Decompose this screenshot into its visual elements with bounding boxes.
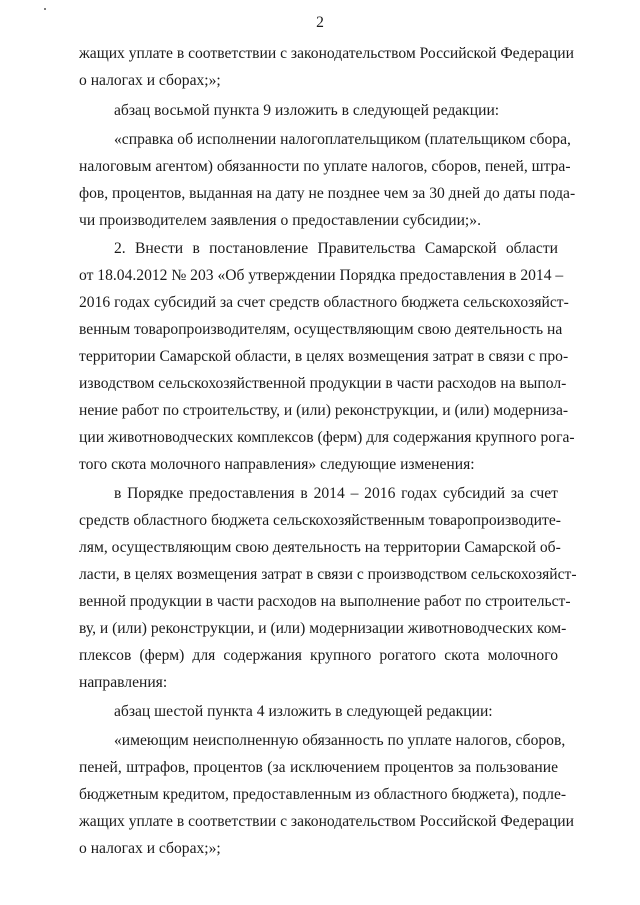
text-line: от 18.04.2012 № 203 «Об утверждении Порядка предоставления в 2014 – — [79, 267, 564, 284]
text-line: налоговым агентом) обязанности по уплате налогов, сборов, пеней, штра- — [79, 158, 571, 175]
text-line: ву, и (или) реконструкции, и (или) модернизации животноводческих ком- — [79, 620, 567, 637]
text-line: венным товаропроизводителям, осуществляющим свою деятельность на — [79, 321, 563, 338]
text-line: в Порядке предоставления в 2014 – 2016 годах субсидий за счет — [114, 485, 558, 502]
text-line: «справка об исполнении налогоплательщиком (плательщиком сбора, — [114, 131, 571, 148]
text-line: жащих уплате в соответствии с законодательством Российской Федерации — [79, 45, 574, 62]
text-line: абзац восьмой пункта 9 изложить в следующей редакции: — [114, 102, 500, 119]
text-line: средств областного бюджета сельскохозяйственным товаропроизводите- — [79, 512, 561, 529]
text-line: плексов (ферм) для содержания крупного рогатого скота молочного — [79, 647, 558, 664]
text-line: фов, процентов, выданная на дату не позднее чем за 30 дней до даты пода- — [79, 185, 576, 202]
text-line: 2. Внести в постановление Правительства Самарской области — [114, 240, 558, 257]
text-line: лям, осуществляющим свою деятельность на территории Самарской об- — [79, 539, 561, 556]
text-line: направления: — [79, 674, 168, 691]
text-line: «имеющим неисполненную обязанность по уплате налогов, сборов, — [114, 732, 566, 749]
text-line: венной продукции в части расходов на выполнение работ по строительст- — [79, 593, 571, 610]
scan-speck — [44, 8, 46, 10]
text-line: территории Самарской области, в целях возмещения затрат в связи с про- — [79, 348, 569, 365]
text-line: пеней, штрафов, процентов (за исключением процентов за пользование — [79, 759, 558, 776]
text-line: ласти, в целях возмещения затрат в связи с производством сельскохозяйст- — [79, 566, 577, 583]
text-line: чи производителем заявления о предоставлении субсидии;». — [79, 212, 481, 229]
text-line: абзац шестой пункта 4 изложить в следующей редакции: — [114, 703, 493, 720]
page-number: 2 — [316, 14, 324, 31]
text-line: того скота молочного направления» следующие изменения: — [79, 456, 475, 473]
text-line: о налогах и сборах;»; — [79, 840, 221, 857]
text-line: бюджетным кредитом, предоставленным из областного бюджета), подле- — [79, 786, 567, 803]
text-line: ции животноводческих комплексов (ферм) для содержания крупного рога- — [79, 429, 575, 446]
text-line: жащих уплате в соответствии с законодательством Российской Федерации — [79, 813, 574, 830]
text-line: 2016 годах субсидий за счет средств областного бюджета сельскохозяйст- — [79, 294, 569, 311]
text-line: о налогах и сборах;»; — [79, 72, 221, 89]
text-line: изводством сельскохозяйственной продукции в части расходов на выпол- — [79, 375, 567, 392]
text-line: нение работ по строительству, и (или) реконструкции, и (или) модерниза- — [79, 402, 569, 419]
